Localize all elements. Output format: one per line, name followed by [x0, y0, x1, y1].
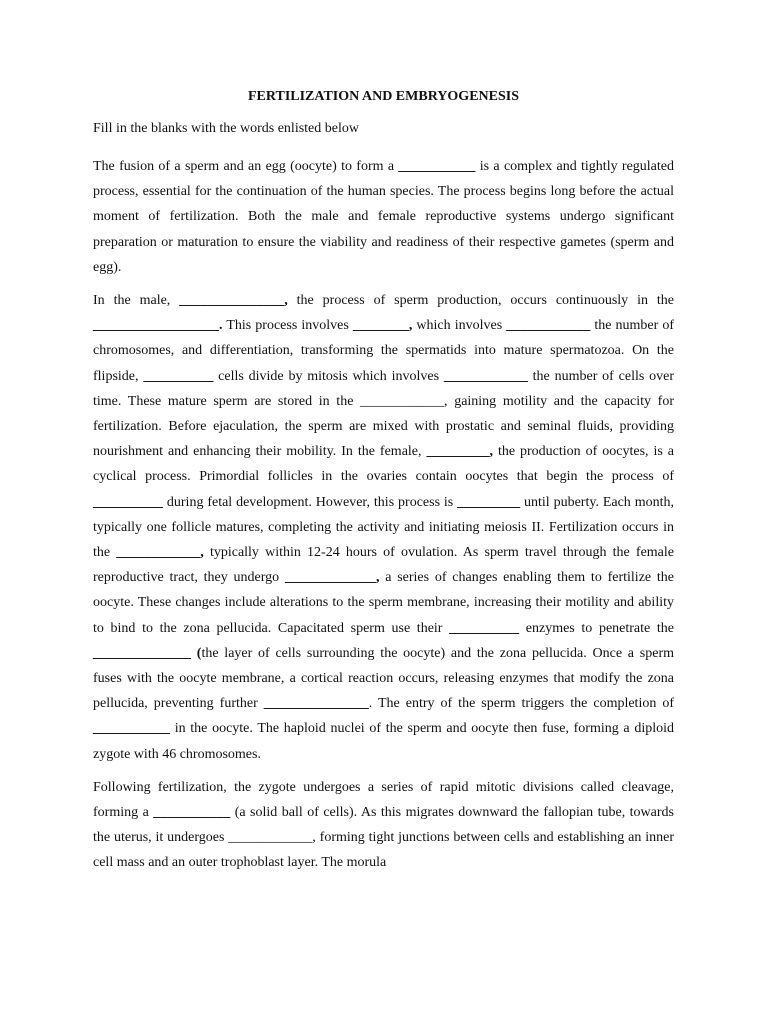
- paragraph-text: during fetal development. However, this process is: [163, 494, 458, 510]
- body-paragraph: [93, 154, 674, 280]
- fill-in-blank: __________: [449, 620, 520, 636]
- paragraph-text: The fusion of a sperm and an egg (oocyte) to form a: [93, 159, 399, 174]
- paragraph-text: (a solid ball of cells). As this migrates downward the fallopian tube, towards the uterus, it undergoes ____________, forming tight junctions between cells and establishing an inner cell mass and an outer trophoblast layer. The morula: [93, 805, 674, 871]
- paragraph-text: the process of sperm production, occurs continuously in the: [287, 293, 674, 309]
- fill-in-blank: _______________,: [179, 293, 288, 309]
- fill-in-blank: ____________: [506, 318, 591, 334]
- paragraph-text: Following fertilization, the zygote undergoes a series of rapid mitotic divisions called cleavage, forming a: [93, 779, 674, 821]
- paragraph-text: in the oocyte. The haploid nuclei of the sperm and oocyte then fuse, forming a diploid zygote with 46 chromosomes.: [93, 721, 674, 762]
- paragraph-text: the number of chromosomes, and differentiation, transforming the spermatids into mature spermatozoa. On the flipside,: [93, 318, 675, 384]
- paragraph-text: until puberty. Each month, typically one follicle matures, completing the activity and initiating meiosis II. Fertilization occurs in the: [93, 494, 674, 561]
- paragraph-text: . The entry of the sperm triggers the completion of: [368, 696, 674, 712]
- paragraph-text: a series of changes enabling them to fertilize the oocyte. These changes include alterations to the sperm membrane, increasing their motility and ability to bind to the zona pellucida. Capacitated sperm use their: [93, 570, 675, 636]
- fill-in-blank: __________: [143, 368, 214, 384]
- paragraph-text: typically within 12-24 hours of ovulation. As sperm travel through the female reproductive tract, they undergo: [93, 545, 674, 586]
- fill-in-blank: __________________.: [93, 318, 223, 334]
- fill-in-blank: ______________ (: [93, 645, 202, 661]
- fill-in-blank: _______________: [263, 696, 369, 712]
- document-title: FERTILIZATION AND EMBRYOGENESIS: [247, 89, 520, 104]
- paragraph-text: This process involves: [222, 318, 353, 334]
- paragraph-text: which involves: [412, 318, 507, 334]
- paragraph-text: the number of cells over time. These mature sperm are stored in the ____________, gaining motility and the capacity for fertilization. Before ejaculation, the sperm are mixed with prostatic and seminal fluids, providing nourishment and enhancing their mobility. In the female,: [93, 368, 675, 460]
- paragraph-text: the production of oocytes, is a cyclical process. Primordial follicles in the ovaries contain oocytes that begin the process of: [93, 444, 674, 485]
- fill-in-blank: _________: [457, 494, 521, 510]
- document-page: [93, 88, 674, 884]
- body-paragraph: [93, 775, 674, 876]
- fill-in-blank: _________,: [426, 444, 493, 460]
- paragraph-text: the layer of cells surrounding the oocyte) and the zona pellucida. Once a sperm fuses with the oocyte membrane, a cortical reaction occurs, releasing enzymes that modify the zona pellucida, preventing further: [93, 645, 674, 712]
- body-paragraph: [93, 288, 674, 767]
- fill-in-blank: ___________: [398, 159, 476, 174]
- fill-in-blank: __________: [93, 494, 163, 510]
- fill-in-blank: ___________: [93, 721, 170, 737]
- fill-in-blank: ________,: [352, 318, 413, 334]
- document-body: [93, 154, 674, 876]
- instruction-text: Fill in the blanks with the words enlisted below: [93, 121, 359, 136]
- paragraph-text: is a complex and tightly regulated process, essential for the continuation of the human species. The process begins long before the actual moment of fertilization. Both the male and female reproductive systems undergo significant preparation or maturation to ensure the viability and readiness of their respective gametes (sperm and egg).: [93, 159, 674, 275]
- fill-in-blank: ____________,: [116, 545, 204, 561]
- paragraph-text: In the male,: [93, 293, 180, 309]
- paragraph-text: enzymes to penetrate the: [519, 620, 674, 636]
- fill-in-blank: ___________: [153, 805, 231, 821]
- fill-in-blank: ____________: [443, 368, 528, 384]
- fill-in-blank: _____________,: [284, 570, 380, 586]
- paragraph-text: cells divide by mitosis which involves: [213, 368, 444, 384]
